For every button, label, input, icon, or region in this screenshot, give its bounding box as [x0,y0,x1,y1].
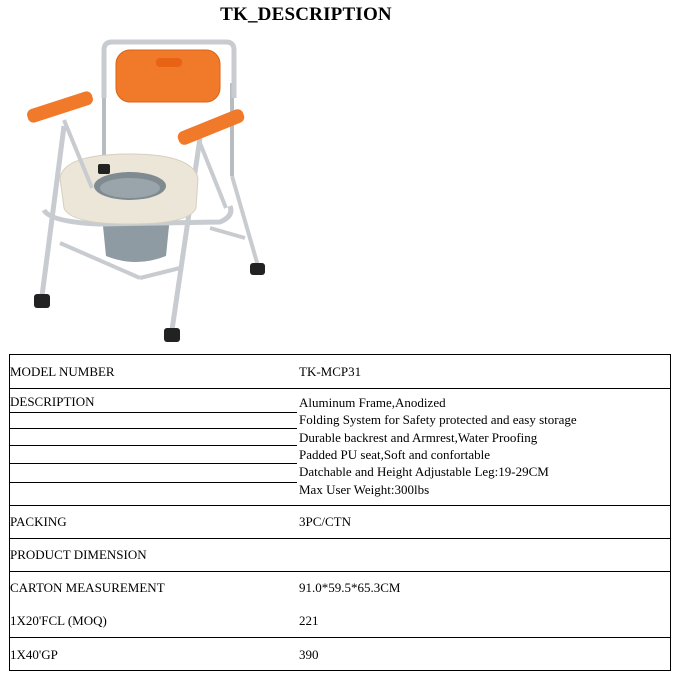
description-item: Padded PU seat,Soft and confortable [299,447,490,462]
description-item: Aluminum Frame,Anodized [299,395,446,410]
gp40-value: 390 [299,647,319,662]
packing-label: PACKING [10,514,67,529]
carton-label: CARTON MEASUREMENT [10,580,165,595]
description-item: Max User Weight:300lbs [299,482,430,497]
commode-chair-image [20,38,280,350]
fcl20-value: 221 [299,613,319,628]
model-value: TK-MCP31 [299,364,362,379]
page-title: TK_DESCRIPTION [220,4,392,25]
packing-value: 3PC/CTN [299,514,352,529]
carton-value: 91.0*59.5*65.3CM [299,580,401,595]
spec-table [9,354,671,671]
description-item: Datchable and Height Adjustable Leg:19-29CM [299,464,549,479]
fcl20-label: 1X20'FCL (MOQ) [10,613,107,628]
description-item: Durable backrest and Armrest,Water Proofing [299,430,538,445]
gp40-label: 1X40'GP [10,647,58,662]
dimension-label: PRODUCT DIMENSION [10,547,147,562]
description-item: Folding System for Safety protected and easy storage [299,412,577,427]
description-label: DESCRIPTION [10,394,95,409]
model-label: MODEL NUMBER [10,364,115,379]
